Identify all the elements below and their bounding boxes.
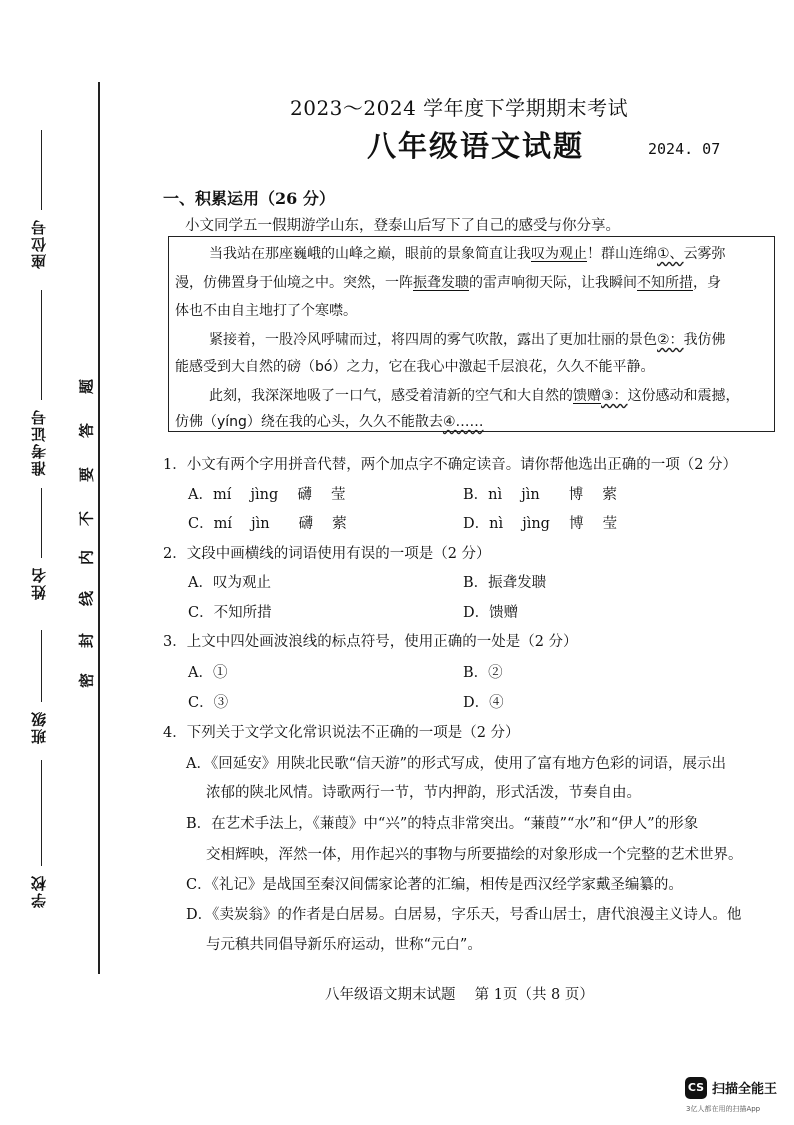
camscanner-logo: CS xyxy=(685,1077,707,1099)
school-blank[interactable] xyxy=(41,760,42,866)
passage-line: 此刻，我深深地吸了一口气，感受着清新的空气和大自然的馈赠③：这份感动和震撼， xyxy=(209,388,740,404)
q3-option-d[interactable]: D．④ xyxy=(463,695,504,711)
passage-line: 能感受到大自然的磅（bó）之力，它在我心中激起千层浪花，久久不能平静。 xyxy=(175,359,655,375)
name-label: 姓名 xyxy=(30,566,48,600)
q4-option-c[interactable]: C．《礼记》是战国至秦汉间儒家论著的汇编，相传是西汉经学家戴圣编纂的。 xyxy=(186,877,683,893)
seal-char: 线 xyxy=(77,591,96,607)
seal-char: 封 xyxy=(77,633,96,649)
passage-box xyxy=(168,236,775,432)
q1-option-d[interactable]: D．nì jìng 博 莹 xyxy=(463,516,618,532)
q1-option-c[interactable]: C．mí jìn 礴 萦 xyxy=(188,516,347,532)
q4-option-b-cont: 交相辉映，浑然一体，用作起兴的事物与所要描绘的对象形成一个完整的艺术世界。 xyxy=(206,847,743,863)
school-label: 学校 xyxy=(30,874,48,908)
page-footer: 八年级语文期末试题 第 1页（共 8 页） xyxy=(325,987,594,1003)
q2-option-a[interactable]: A．叹为观止 xyxy=(188,575,271,591)
seat-number-label: 座位号 xyxy=(30,218,48,269)
binding-line xyxy=(98,82,100,974)
question-4-stem: 4．下列关于文学文化常识说法不正确的一项是（2 分） xyxy=(163,725,520,741)
seat-number-blank[interactable] xyxy=(41,130,42,210)
wavy-punctuation: ①、 xyxy=(657,246,684,262)
seal-char: 内 xyxy=(77,550,96,566)
wavy-punctuation: ③： xyxy=(601,388,628,404)
exam-title-line: 2023～2024 学年度下学期期末考试 xyxy=(290,96,629,120)
q1-option-b[interactable]: B．nì jìn 博 萦 xyxy=(463,487,617,503)
q2-option-c[interactable]: C．不知所措 xyxy=(188,605,272,621)
passage-line: 仿佛（yíng）绕在我的心头，久久不能散去④…… xyxy=(175,414,484,430)
wavy-punctuation: ②： xyxy=(657,332,684,348)
underlined-phrase: 不知所措 xyxy=(637,275,693,291)
q1-option-a[interactable]: A．mí jìng 礴 莹 xyxy=(188,487,346,503)
name-blank[interactable] xyxy=(41,488,42,558)
exam-id-label: 准考证号 xyxy=(30,408,48,476)
passage-line: 体也不由自主地打了个寒噤。 xyxy=(175,303,357,319)
q4-option-a-cont: 浓郁的陕北风情。诗歌两行一节，节内押韵，形式活泼，节奏自由。 xyxy=(206,785,641,801)
q4-option-d-cont: 与元稹共同倡导新乐府运动，世称“元白”。 xyxy=(206,937,482,953)
seal-char: 答 xyxy=(77,423,96,439)
q3-option-b[interactable]: B．② xyxy=(463,665,503,681)
exam-id-blank[interactable] xyxy=(41,290,42,400)
seal-char: 要 xyxy=(77,467,96,483)
camscanner-tagline: 3亿人都在用的扫描App xyxy=(686,1105,761,1113)
passage-line: 漫，仿佛置身于仙境之中。突然，一阵振聋发聩的雷声响彻天际，让我瞬间不知所措，身 xyxy=(175,275,721,291)
wavy-punctuation: ④…… xyxy=(442,414,484,430)
seal-char: 题 xyxy=(77,379,96,395)
seal-char: 不 xyxy=(77,511,96,527)
passage-line: 紧接着，一股冷风呼啸而过，将四周的雾气吹散，露出了更加壮丽的景色②：我仿佛 xyxy=(209,332,726,348)
passage-line: 当我站在那座巍峨的山峰之巅，眼前的景象简直让我叹为观止！群山连绵①、云雾弥 xyxy=(209,246,726,262)
q3-option-a[interactable]: A．① xyxy=(188,665,228,681)
underlined-phrase: 馈赠 xyxy=(573,388,601,404)
class-label: 班级 xyxy=(30,710,48,744)
question-3-stem: 3．上文中四处画波浪线的标点符号，使用正确的一处是（2 分） xyxy=(163,634,578,650)
class-blank[interactable] xyxy=(41,630,42,702)
q2-option-d[interactable]: D．馈赠 xyxy=(463,605,519,621)
q4-option-b[interactable]: B．在艺术手法上，《蒹葭》中“兴”的特点非常突出。“蒹葭”“水”和“伊人”的形象 xyxy=(186,816,699,832)
question-1-stem: 1．小文有两个字用拼音代替，两个加点字不确定读音。请你帮他选出正确的一项（2 分） xyxy=(163,457,738,473)
section-heading: 一、积累运用（26 分） xyxy=(163,189,335,208)
underlined-phrase: 振聋发聩 xyxy=(413,275,469,291)
underlined-phrase: 叹为观止 xyxy=(531,246,587,262)
q4-option-d[interactable]: D．《卖炭翁》的作者是白居易。白居易，字乐天，号香山居士，唐代浪漫主义诗人。他 xyxy=(186,907,742,923)
exam-date: 2024. 07 xyxy=(648,140,721,158)
q2-option-b[interactable]: B．振聋发聩 xyxy=(463,575,547,591)
page-title: 八年级语文试题 xyxy=(367,129,585,163)
section-intro: 小文同学五一假期游学山东，登泰山后写下了自己的感受与你分享。 xyxy=(185,218,620,234)
camscanner-name: 扫描全能王 xyxy=(712,1082,778,1097)
question-2-stem: 2．文段中画横线的词语使用有误的一项是（2 分） xyxy=(163,546,491,562)
q3-option-c[interactable]: C．③ xyxy=(188,695,229,711)
seal-char: 密 xyxy=(77,673,96,689)
q4-option-a[interactable]: A．《回延安》用陕北民歌“信天游”的形式写成，使用了富有地方色彩的词语，展示出 xyxy=(186,756,727,772)
